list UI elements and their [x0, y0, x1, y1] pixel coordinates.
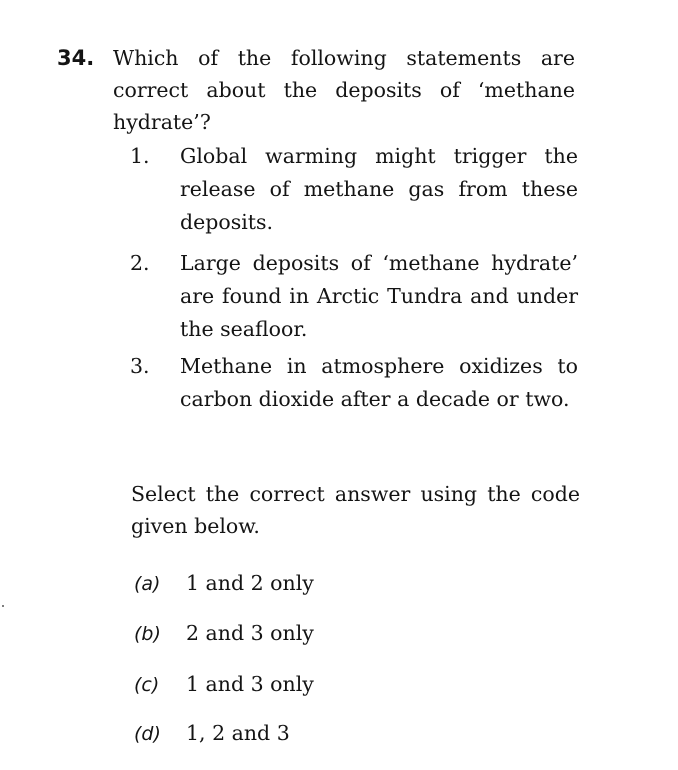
option-text: 1, 2 and 3	[186, 721, 290, 745]
question-text: Which of the following statements are correct about the deposits of ‘methane hydrate’?	[113, 46, 575, 134]
option-a[interactable]	[134, 568, 314, 599]
option-text: 2 and 3 only	[186, 621, 314, 645]
statement-number: 1.	[130, 144, 150, 168]
statement-2	[130, 247, 578, 346]
option-text: 1 and 3 only	[186, 672, 314, 696]
option-label: (c)	[134, 674, 160, 696]
option-label: (d)	[134, 723, 161, 745]
option-c[interactable]	[134, 669, 314, 700]
statement-3	[130, 350, 578, 416]
question-number: 34.	[57, 46, 95, 70]
option-d[interactable]	[134, 718, 290, 749]
statement-number: 2.	[130, 251, 150, 275]
option-label: (b)	[134, 623, 161, 645]
statement-text: Methane in atmosphere oxidizes to carbon dioxide after a decade or two.	[180, 354, 578, 411]
statement-text: Global warming might trigger the release of methane gas from these deposits.	[180, 144, 578, 234]
statement-text: Large deposits of ‘methane hydrate’ are found in Arctic Tundra and under the seafloor.	[180, 251, 578, 341]
option-text: 1 and 2 only	[186, 571, 314, 595]
statement-number: 3.	[130, 354, 150, 378]
option-b[interactable]	[134, 618, 314, 649]
option-label: (a)	[134, 573, 161, 595]
statement-1	[130, 140, 578, 239]
scan-speck	[2, 605, 4, 607]
instruction-text: Select the correct answer using the code given below.	[131, 482, 580, 538]
